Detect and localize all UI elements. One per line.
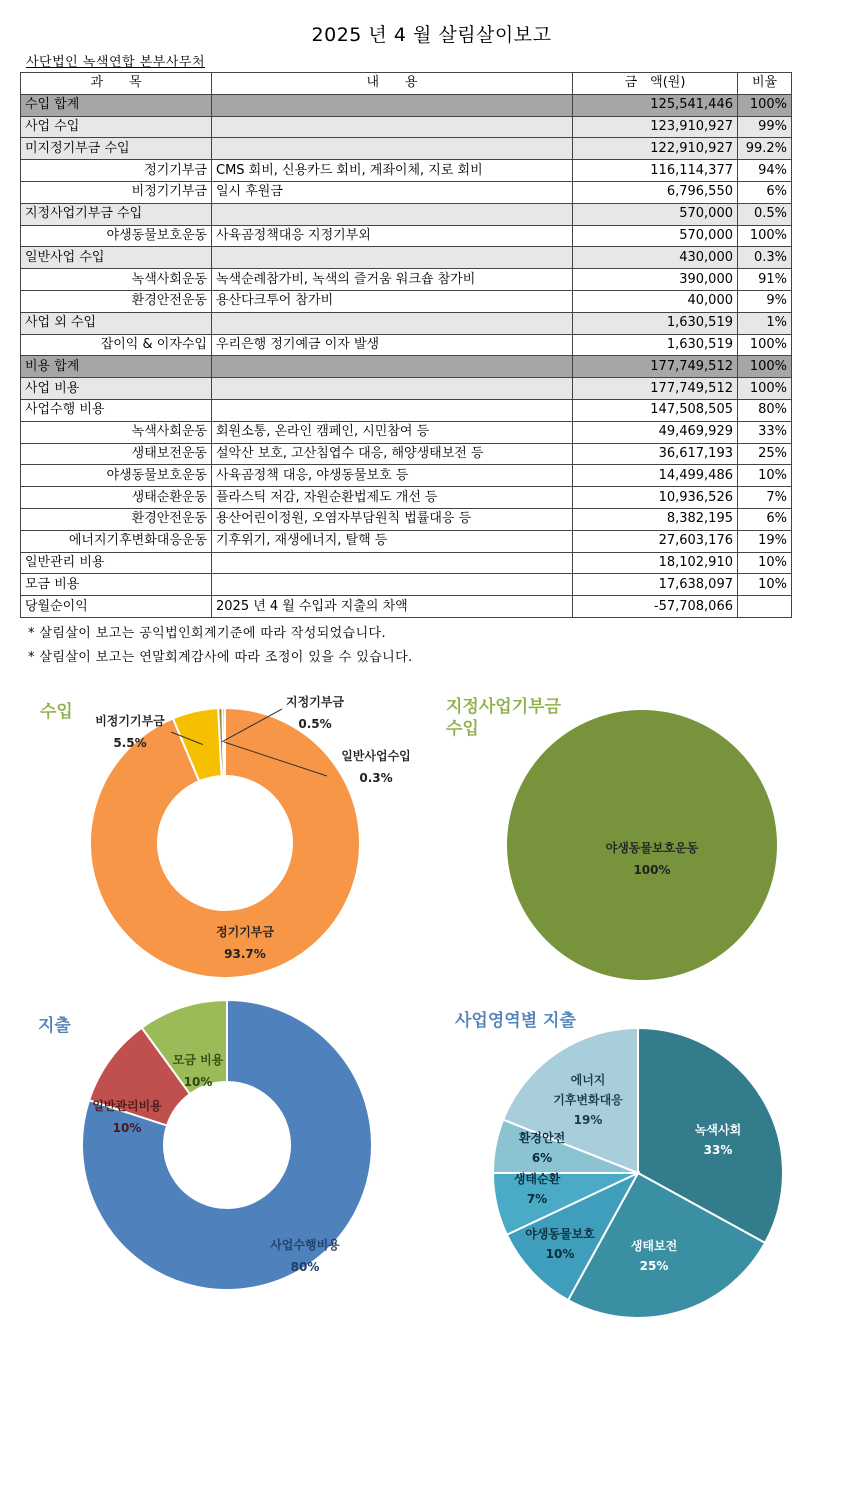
row-amount: 125,541,446 <box>573 94 738 116</box>
row-amount: 17,638,097 <box>573 574 738 596</box>
slice-percent-label: 0.5% <box>298 717 332 731</box>
business-area-pie-chart <box>430 1000 863 1340</box>
row-amount: 40,000 <box>573 290 738 312</box>
row-description <box>212 116 573 138</box>
slice-name-label: 사업수행비용 <box>270 1238 340 1252</box>
row-description: 녹색순례참가비, 녹색의 즐거움 워크숍 참가비 <box>212 269 573 291</box>
slice-name-label: 생태순환 <box>513 1172 561 1186</box>
row-item: 녹색사회운동 <box>21 269 212 291</box>
row-amount: 122,910,927 <box>573 138 738 160</box>
row-amount: 10,936,526 <box>573 487 738 509</box>
header-ratio: 비율 <box>738 73 792 95</box>
row-ratio: 100% <box>738 94 792 116</box>
row-item: 야생동물보호운동 <box>21 465 212 487</box>
row-ratio: 10% <box>738 552 792 574</box>
row-ratio: 33% <box>738 421 792 443</box>
row-ratio: 6% <box>738 508 792 530</box>
row-amount: 1,630,519 <box>573 312 738 334</box>
table-row <box>21 508 792 530</box>
row-item: 당월순이익 <box>21 596 212 618</box>
row-ratio: 100% <box>738 334 792 356</box>
table-row <box>21 530 792 552</box>
row-amount: 147,508,505 <box>573 399 738 421</box>
row-description <box>212 203 573 225</box>
income-donut-chart <box>0 680 430 1000</box>
row-description <box>212 138 573 160</box>
row-ratio: 10% <box>738 465 792 487</box>
slice-percent-label: 5.5% <box>113 736 147 750</box>
header-amount: 금 액(원) <box>573 73 738 95</box>
row-item: 사업수행 비용 <box>21 399 212 421</box>
row-description: 설악산 보호, 고산침엽수 대응, 해양생태보전 등 <box>212 443 573 465</box>
row-item: 비정기기부금 <box>21 181 212 203</box>
row-description: 일시 후원금 <box>212 181 573 203</box>
row-item: 생태보전운동 <box>21 443 212 465</box>
row-ratio: 25% <box>738 443 792 465</box>
row-ratio: 7% <box>738 487 792 509</box>
slice-percent-label: 0.3% <box>359 771 393 785</box>
table-row <box>21 203 792 225</box>
slice-percent-label: 19% <box>573 1113 603 1127</box>
row-description <box>212 552 573 574</box>
slice-percent-label: 10% <box>112 1121 142 1135</box>
slice-name-label: 에너지 <box>570 1073 606 1087</box>
table-row <box>21 465 792 487</box>
row-item: 환경안전운동 <box>21 508 212 530</box>
row-description: 사육곰정책 대응, 야생동물보호 등 <box>212 465 573 487</box>
slice-label <box>341 748 411 785</box>
slice-percent-label: 33% <box>703 1143 733 1157</box>
row-ratio: 100% <box>738 225 792 247</box>
slice-name-label: 지정기부금 <box>286 695 344 709</box>
table-row <box>21 421 792 443</box>
chart-title-income: 수입 <box>40 702 73 722</box>
table-row <box>21 247 792 269</box>
row-description <box>212 574 573 596</box>
finance-table <box>20 72 792 618</box>
row-amount: 570,000 <box>573 225 738 247</box>
row-amount: 8,382,195 <box>573 508 738 530</box>
row-ratio: 100% <box>738 356 792 378</box>
table-row <box>21 443 792 465</box>
slice-name-label: 녹색사회 <box>694 1123 742 1137</box>
slice-name-label: 일반사업수입 <box>341 749 411 763</box>
slice-name-label: 일반관리비용 <box>92 1099 162 1113</box>
row-description: 용산다크투어 참가비 <box>212 290 573 312</box>
slice-percent-label: 100% <box>633 863 671 877</box>
slice-name-label: 야생동물보호운동 <box>605 841 699 855</box>
row-ratio: 99% <box>738 116 792 138</box>
row-ratio: 91% <box>738 269 792 291</box>
table-row <box>21 596 792 618</box>
header-description: 내 용 <box>212 73 573 95</box>
chart-title-designated-line2: 수입 <box>446 719 479 739</box>
row-description: 사육곰정책대응 지정기부외 <box>212 225 573 247</box>
row-description: CMS 회비, 신용카드 회비, 계좌이체, 지로 회비 <box>212 160 573 182</box>
row-amount: 6,796,550 <box>573 181 738 203</box>
row-amount: 177,749,512 <box>573 378 738 400</box>
chart-title-expense: 지출 <box>38 1016 71 1036</box>
row-ratio: 0.5% <box>738 203 792 225</box>
table-row <box>21 116 792 138</box>
slice-percent-label: 10% <box>545 1247 575 1261</box>
row-amount: 27,603,176 <box>573 530 738 552</box>
row-amount: 390,000 <box>573 269 738 291</box>
row-amount: 18,102,910 <box>573 552 738 574</box>
row-description: 우리은행 정기예금 이자 발생 <box>212 334 573 356</box>
note-2: * 살림살이 보고는 연말회계감사에 따라 조정이 있을 수 있습니다. <box>28 650 413 665</box>
slice-name-label: 비정기기부금 <box>95 714 165 728</box>
row-amount: 116,114,377 <box>573 160 738 182</box>
row-ratio <box>738 596 792 618</box>
header-item: 과 목 <box>21 73 212 95</box>
row-description: 회원소통, 온라인 캠페인, 시민참여 등 <box>212 421 573 443</box>
row-amount: 570,000 <box>573 203 738 225</box>
row-description <box>212 94 573 116</box>
slice-label <box>286 694 344 731</box>
row-item: 야생동물보호운동 <box>21 225 212 247</box>
table-row <box>21 94 792 116</box>
row-item: 잡이익 & 이자수입 <box>21 334 212 356</box>
row-description: 용산어린이정원, 오염자부담원칙 법률대응 등 <box>212 508 573 530</box>
note-1: * 살림살이 보고는 공익법인회계기준에 따라 작성되었습니다. <box>28 626 387 641</box>
slice-name-label: 야생동물보호 <box>525 1227 595 1241</box>
table-row <box>21 334 792 356</box>
row-ratio: 80% <box>738 399 792 421</box>
slice-percent-label: 93.7% <box>224 947 266 961</box>
row-ratio: 19% <box>738 530 792 552</box>
row-item: 생태순환운동 <box>21 487 212 509</box>
table-row <box>21 399 792 421</box>
row-ratio: 0.3% <box>738 247 792 269</box>
row-description: 2025 년 4 월 수입과 지출의 차액 <box>212 596 573 618</box>
row-item: 환경안전운동 <box>21 290 212 312</box>
table-header-row <box>21 73 792 95</box>
chart-title-designated-line1: 지정사업기부금 <box>446 697 561 717</box>
row-description: 플라스틱 저감, 자원순환법제도 개선 등 <box>212 487 573 509</box>
table-row <box>21 356 792 378</box>
row-ratio: 6% <box>738 181 792 203</box>
row-item: 사업 비용 <box>21 378 212 400</box>
table-row <box>21 138 792 160</box>
table-row <box>21 181 792 203</box>
row-amount: 177,749,512 <box>573 356 738 378</box>
row-item: 모금 비용 <box>21 574 212 596</box>
row-description <box>212 247 573 269</box>
organization-name: 사단법인 녹색연합 본부사무처 <box>26 55 206 70</box>
row-amount: 14,499,486 <box>573 465 738 487</box>
row-ratio: 100% <box>738 378 792 400</box>
row-amount: 36,617,193 <box>573 443 738 465</box>
chart-title-business-area: 사업영역별 지출 <box>455 1011 576 1031</box>
row-item: 비용 합계 <box>21 356 212 378</box>
row-description <box>212 312 573 334</box>
row-item: 수입 합계 <box>21 94 212 116</box>
row-item: 사업 수입 <box>21 116 212 138</box>
slice-percent-label: 7% <box>526 1192 548 1206</box>
slice-percent-label: 80% <box>290 1260 320 1274</box>
slice-percent-label: 6% <box>531 1151 553 1165</box>
row-item: 미지정기부금 수입 <box>21 138 212 160</box>
table-row <box>21 160 792 182</box>
row-ratio: 1% <box>738 312 792 334</box>
row-amount: 430,000 <box>573 247 738 269</box>
table-row <box>21 269 792 291</box>
report-title: 2025 년 4 월 살림살이보고 <box>311 24 552 46</box>
table-row <box>21 574 792 596</box>
table-row <box>21 552 792 574</box>
expense-donut-chart <box>0 1000 430 1340</box>
slice-name-label: 모금 비용 <box>172 1053 224 1067</box>
slice-percent-label: 10% <box>183 1075 213 1089</box>
row-item: 지정사업기부금 수입 <box>21 203 212 225</box>
table-row <box>21 290 792 312</box>
row-ratio: 9% <box>738 290 792 312</box>
designated-pie-chart <box>430 680 863 1000</box>
row-amount: 49,469,929 <box>573 421 738 443</box>
table-row <box>21 312 792 334</box>
slice-percent-label: 25% <box>639 1259 669 1273</box>
slice-name-label: 생태보전 <box>630 1239 678 1253</box>
row-ratio: 94% <box>738 160 792 182</box>
slice-name-label: 기후변화대응 <box>553 1093 623 1107</box>
table-row <box>21 225 792 247</box>
row-item: 정기기부금 <box>21 160 212 182</box>
row-item: 일반관리 비용 <box>21 552 212 574</box>
row-ratio: 99.2% <box>738 138 792 160</box>
row-item: 사업 외 수입 <box>21 312 212 334</box>
row-description: 기후위기, 재생에너지, 탈핵 등 <box>212 530 573 552</box>
table-row <box>21 378 792 400</box>
row-amount: -57,708,066 <box>573 596 738 618</box>
row-description <box>212 378 573 400</box>
slice-name-label: 환경안전 <box>518 1131 566 1145</box>
row-ratio: 10% <box>738 574 792 596</box>
row-description <box>212 399 573 421</box>
row-description <box>212 356 573 378</box>
row-amount: 1,630,519 <box>573 334 738 356</box>
row-item: 에너지기후변화대응운동 <box>21 530 212 552</box>
row-amount: 123,910,927 <box>573 116 738 138</box>
slice-name-label: 정기기부금 <box>216 925 274 939</box>
table-row <box>21 487 792 509</box>
row-item: 녹색사회운동 <box>21 421 212 443</box>
row-item: 일반사업 수입 <box>21 247 212 269</box>
